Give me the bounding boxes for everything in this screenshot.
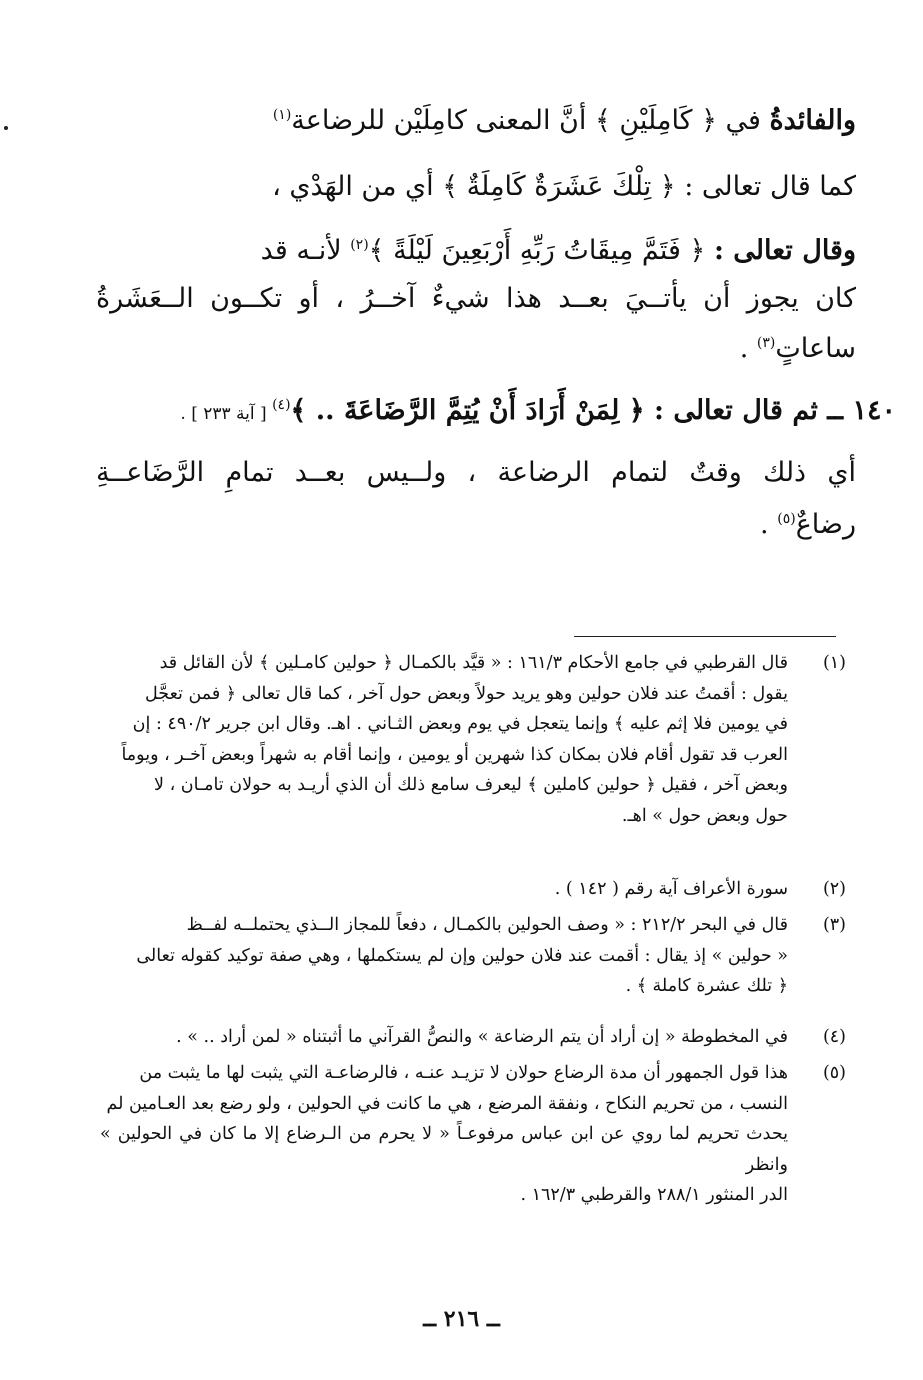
footnote-text: [100, 1022, 788, 1053]
main-line-8: [760, 498, 856, 552]
footnote-ref-4: (٤): [272, 397, 291, 413]
line-text: كما قال تعالى : ﴿ تِلْكَ عَشَرَةٌ كَامِلَةٌ ﴾ أي من الهَدْي ،: [272, 171, 856, 202]
footnote-ref-5: (٥): [777, 511, 796, 527]
bold-lead: والفائدةُ: [769, 105, 856, 136]
footnote-1: [100, 648, 846, 838]
footnote-divider: [574, 636, 836, 637]
line-tail: .: [760, 509, 778, 540]
main-line-2: [272, 160, 856, 214]
verse-reference: [ آية ٢٣٣ ] .: [180, 404, 273, 424]
footnote-3: [100, 910, 846, 1006]
verse-text: ﴿ لِمَنْ أَرَادَ أَنْ يُتِمَّ الرَّضَاعَةَ .. ﴾: [290, 395, 654, 426]
footnote-line: يحدث تحريم لما روي عن ابن عباس مرفوعـاً « لا يحرم من الـرضاع إلا ما كان في الحولين » وانظر: [100, 1124, 788, 1175]
footnote-line: قال القرطبي في جامع الأحكام ١٦١/٣ : « قيَّد بالكمـال ﴿ حولين كامـلين ﴾ لأن القائل قد: [159, 653, 788, 673]
footnote-line: ﴿ تلك عشرة كاملة ﴾ .: [625, 976, 788, 996]
main-line-7: [96, 446, 856, 500]
line-text: أي ذلك وقتٌ لتمام الرضاعة ، ولــيس بعــد تمامِ الرَّضَاعــةِ: [96, 457, 856, 488]
footnote-number: (١): [822, 653, 846, 673]
main-line-3: [261, 224, 856, 278]
footnote-line: يقول : أقمتُ عند فلان حولين وهو يريد حولاً وبعض حول آخر ، كما قال تعالى ﴿ فمن تعجَّل: [145, 683, 788, 704]
footnote-number: (٥): [822, 1063, 846, 1083]
footnote-5: [100, 1058, 846, 1205]
line-text: ساعاتٍ: [775, 333, 856, 364]
footnote-line: العرب قد تقول أقام فلان بمكان كذا شهرين أو يومين ، وإنما أقام به شهراً وبعض آخـر ، ويوماً: [121, 744, 788, 765]
line-text: في ﴿ كَامِلَيْنِ ﴾ أنَّ المعنى كامِلَيْن للرضاعة: [291, 105, 770, 136]
main-text: [96, 94, 896, 564]
line-text: كان يجوز أن يأتــيَ بعــد هذا شيءٌ آخــرُ ، أو تكــون الــعَشَرةُ: [96, 283, 856, 314]
footnote-line: « حولين » إذ يقال : أقمت عند فلان حولين وإن لم يستكملها ، وهي صفة توكيد كقوله تعالى: [136, 945, 788, 966]
footnote-text: [100, 874, 788, 905]
main-line-4: [96, 272, 856, 326]
line-tail: .: [739, 333, 757, 364]
footnote-4: [100, 1022, 846, 1054]
footnote-text: [100, 648, 788, 831]
footnote-number: (٤): [822, 1027, 846, 1047]
footnote-ref-1: (١): [272, 107, 292, 123]
footnote-text: [100, 1058, 788, 1211]
main-line-1: [273, 94, 856, 148]
footnote-number: (٢): [822, 879, 846, 899]
footnote-2: [100, 874, 846, 906]
footnote-line: حول وبعض حول » اهـ.: [621, 805, 788, 826]
footnote-line: الدر المنثور ٢٨٨/١ والقرطبي ١٦٢/٣ .: [520, 1185, 788, 1205]
footnote-ref-2: (٢): [350, 237, 369, 253]
footnote-ref-3: (٣): [756, 335, 776, 351]
line-text: رضاعٌ: [795, 509, 856, 540]
footnote-line: وبعض آخر ، فقيل ﴿ حولين كاملين ﴾ ليعرف سامع ذلك أن الذي أريـد به حولان تامـان ، لا: [154, 775, 788, 795]
verse-text: ﴿ فَتَمَّ مِيقَاتُ رَبِّهِ أَرْبَعِينَ لَيْلَةً ﴾: [368, 235, 714, 266]
main-line-6: [180, 384, 896, 441]
margin-mark: [4, 126, 8, 130]
footnote-number: (٣): [822, 915, 846, 935]
footnote-text: [100, 910, 788, 1002]
footnote-line: في المخطوطة « إن أراد أن يتم الرضاعة » والنصُّ القرآني ما أثبتناه « لمن أراد .. » .: [176, 1027, 788, 1047]
footnote-line: النسب ، من تحريم النكاح ، ونفقة المرضع ، هي ما كانت في الحولين ، ولو رضع بعد العـامين لم: [106, 1093, 788, 1114]
footnote-line: هذا قول الجمهور أن مدة الرضاع حولان لا تزيـد عنـه ، فالرضاعـة التي يثبت لها ما يثبت من: [139, 1063, 788, 1083]
line-tail: لأنـه قد: [260, 235, 351, 266]
bold-lead: وقال تعالى :: [713, 235, 856, 266]
bold-lead: ١٤٠ ــ ثم قال تعالى :: [653, 395, 896, 426]
footnote-line: قال في البحر ٢١٢/٢ : « وصف الحولين بالكمـال ، دفعاً للمجاز الــذي يحتملــه لفــظ: [186, 915, 788, 935]
footnote-line: في يومين فلا إثم عليه ﴾ وإنما يتعجل في يوم وبعض الثـاني . اهـ. وقال ابن جرير ٤٩٠/٢ : إن: [132, 714, 788, 734]
footnote-line: سورة الأعراف آية رقم ( ١٤٢ ) .: [554, 879, 788, 899]
page-number: ــ ٢١٦ ــ: [423, 1306, 500, 1332]
main-line-5: [740, 322, 856, 376]
